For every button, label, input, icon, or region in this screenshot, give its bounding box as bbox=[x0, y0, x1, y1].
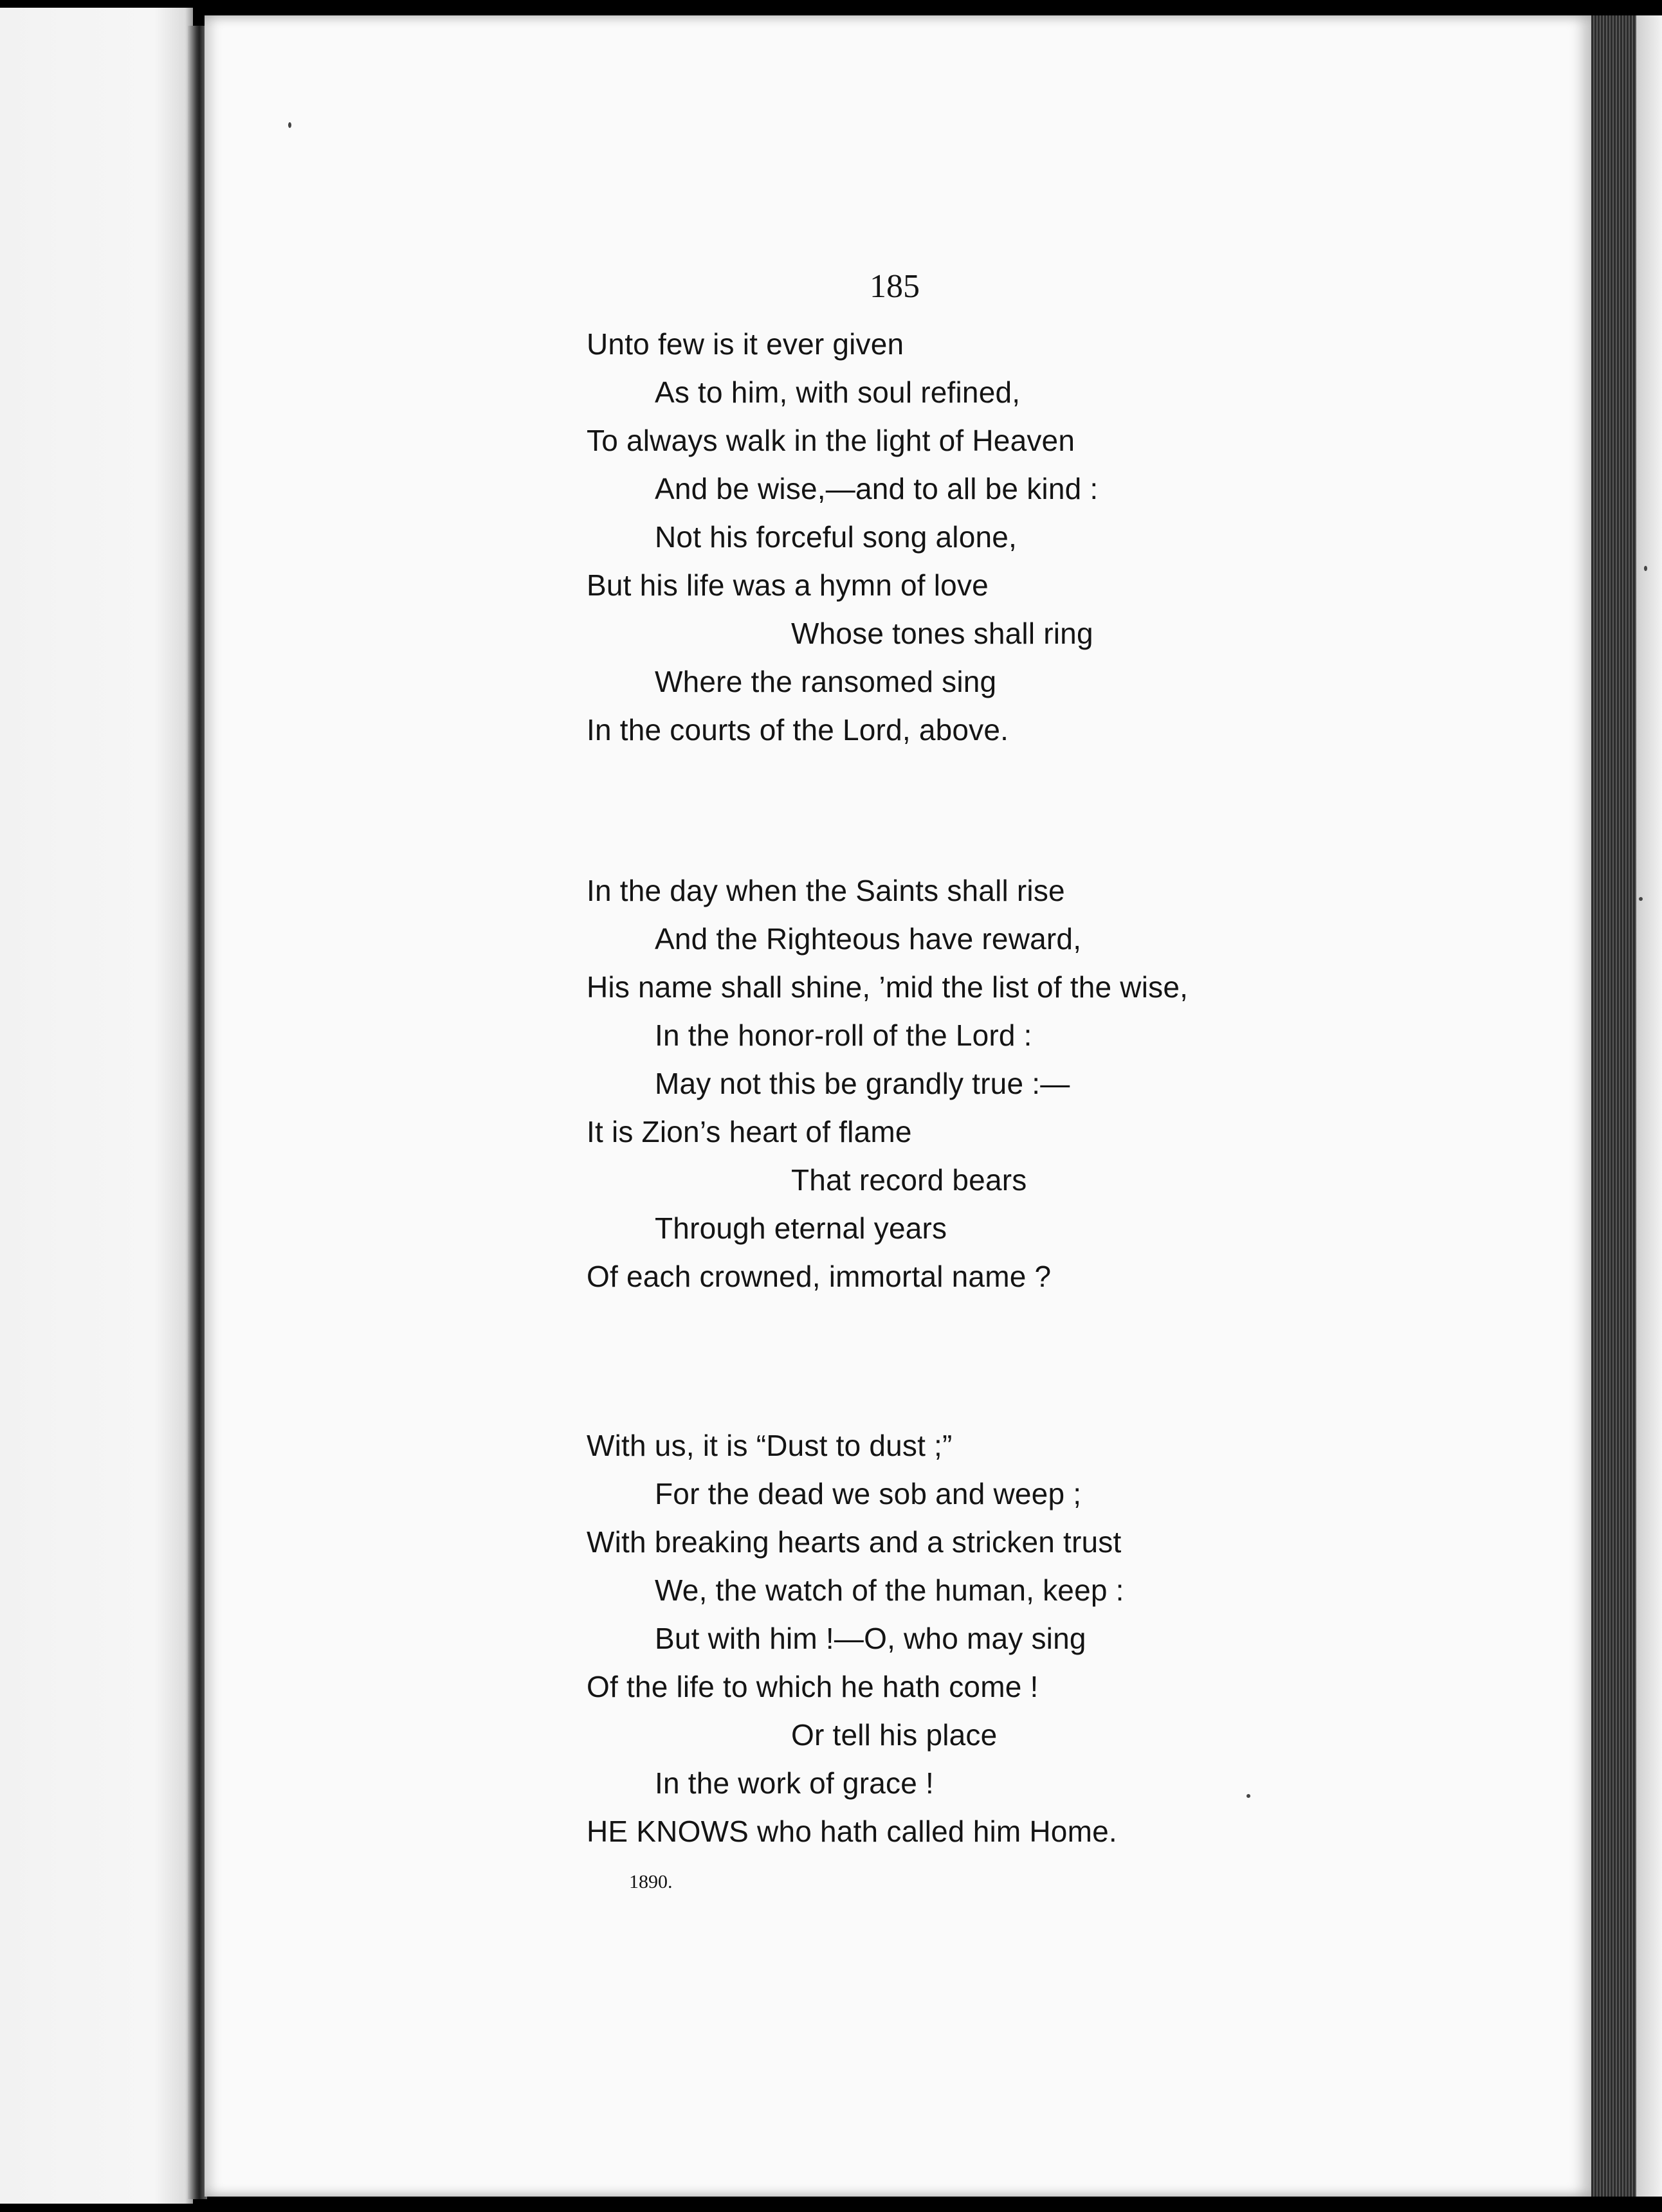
poem-line: His name shall shine, ’mid the list of the wise, bbox=[587, 970, 1189, 1004]
scan-speck bbox=[1246, 1794, 1250, 1798]
poem-line: Unto few is it ever given bbox=[587, 327, 904, 361]
poem-line: In the work of grace ! bbox=[655, 1766, 934, 1800]
poem-line: As to him, with soul refined, bbox=[655, 376, 1021, 409]
poem-line: And the Righteous have reward, bbox=[655, 922, 1082, 956]
page-number: 185 bbox=[870, 268, 920, 305]
poem-line: But his life was a hymn of love bbox=[587, 568, 989, 602]
poem-line-rest: who hath called him Home. bbox=[757, 1815, 1117, 1848]
poem-final-line bbox=[587, 1817, 1117, 1846]
poem-line: Or tell his place bbox=[791, 1718, 998, 1752]
poem-line: For the dead we sob and weep ; bbox=[655, 1477, 1082, 1510]
scan-speck bbox=[1639, 897, 1643, 901]
page-edge-stack bbox=[1591, 15, 1636, 2197]
poem-line: Whose tones shall ring bbox=[791, 617, 1093, 650]
poem-line: To always walk in the light of Heaven bbox=[587, 424, 1075, 457]
poem-line: Of each crowned, immortal name ? bbox=[587, 1260, 1052, 1293]
poem-line: Not his forceful song alone, bbox=[655, 520, 1018, 554]
poem-line: With breaking hearts and a stricken trust bbox=[587, 1525, 1122, 1559]
poem-line: In the courts of the Lord, above. bbox=[587, 713, 1009, 747]
left-page-edge bbox=[0, 8, 193, 2204]
poem-line: Of the life to which he hath come ! bbox=[587, 1670, 1039, 1703]
poem-line: Where the ransomed sing bbox=[655, 665, 997, 698]
poem-line: In the day when the Saints shall rise bbox=[587, 874, 1065, 907]
poem-line: We, the watch of the human, keep : bbox=[655, 1573, 1124, 1607]
poem-line: With us, it is “Dust to dust ;” bbox=[587, 1429, 953, 1462]
scan-speck bbox=[1644, 566, 1647, 571]
scan-border bbox=[1636, 15, 1662, 2197]
poem-line: Through eternal years bbox=[655, 1211, 947, 1245]
poem-line: May not this be grandly true :— bbox=[655, 1067, 1070, 1100]
poem-line: But with him !—O, who may sing bbox=[655, 1622, 1086, 1655]
emphasis-he-knows: HE KNOWS bbox=[587, 1815, 749, 1848]
poem-line: That record bears bbox=[791, 1163, 1027, 1197]
poem-date: 1890. bbox=[629, 1871, 673, 1892]
poem-line: In the honor-roll of the Lord : bbox=[655, 1019, 1032, 1052]
poem-line: It is Zion’s heart of flame bbox=[587, 1115, 912, 1148]
poem-line: And be wise,—and to all be kind : bbox=[655, 472, 1099, 505]
scan-speck bbox=[288, 122, 291, 128]
